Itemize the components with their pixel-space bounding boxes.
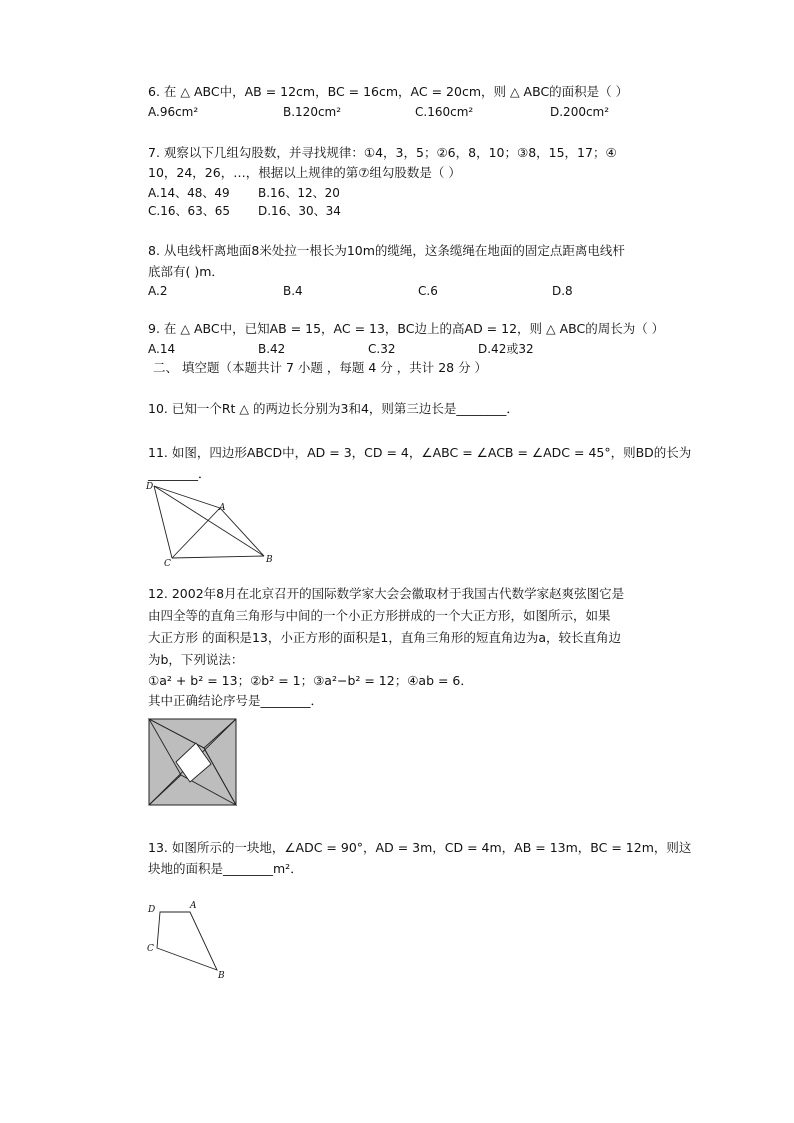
q7-option-a: A.14、48、49 [148, 186, 230, 200]
q11-label-b: B [266, 555, 273, 565]
q8-option-c: C.6 [418, 284, 438, 298]
q8-option-b: B.4 [283, 284, 303, 298]
q12-zhao-shuang-figure [148, 718, 238, 808]
q13-figure [140, 898, 240, 982]
q9-option-d: D.42或32 [478, 342, 534, 356]
q7-line2: 10，24，26，…，根据以上规律的第⑦组勾股数是（ ） [148, 165, 461, 180]
q7-option-b: B.16、12、20 [258, 186, 340, 200]
q13-label-c: C [147, 944, 154, 954]
q12-line4: 为b，下列说法： [148, 652, 244, 667]
q7-option-c: C.16、63、65 [148, 204, 231, 218]
section-2-heading: 二、 填空题（本题共计 7 小题 ，每题 4 分 ，共计 28 分 ） [153, 360, 488, 375]
q6-option-c: C.160cm² [415, 105, 474, 119]
q9-option-b: B.42 [258, 342, 286, 356]
q7-option-d: D.16、30、34 [258, 204, 341, 218]
q11-line2: ________． [148, 466, 211, 481]
q13-line2: 块地的面积是________m²． [148, 861, 303, 876]
q8-line2: 底部有( )m． [148, 264, 224, 279]
q12-line5: ①a² + b² = 13；②b² = 1；③a²−b² = 12；④ab = 6． [148, 673, 473, 688]
q12-line3: 大正方形 的面积是13，小正方形的面积是1，直角三角形的短直角边为a，较长直角边 [148, 630, 621, 645]
q11-label-d: D [146, 482, 154, 492]
q11-figure [140, 476, 280, 568]
q10-stem: 10. 已知一个Rt △ 的两边长分别为3和4，则第三边长是________． [148, 401, 519, 416]
q11-label-c: C [164, 559, 171, 568]
q12-line6: 其中正确结论序号是________． [148, 693, 324, 708]
q13-line1: 13. 如图所示的一块地，∠ADC = 90°，AD = 3m，CD = 4m，AB = 13m，BC = 12m，则这 [148, 840, 692, 855]
q6-option-b: B.120cm² [283, 105, 342, 119]
q8-option-d: D.8 [552, 284, 573, 298]
q13-label-b: B [218, 971, 225, 981]
q9-option-a: A.14 [148, 342, 176, 356]
q11-label-a: A [219, 503, 226, 513]
q6-option-d: D.200cm² [550, 105, 610, 119]
q12-line1: 12. 2002年8月在北京召开的国际数学家大会会徽取材于我国古代数学家赵爽弦图它是 [148, 586, 625, 601]
q6-option-a: A.96cm² [148, 105, 199, 119]
q7-line1: 7. 观察以下几组勾股数，并寻找规律：①4，3，5；②6，8，10；③8，15，17；④ [148, 145, 617, 160]
q8-line1: 8. 从电线杆离地面8米处拉一根长为10m的缆绳，这条缆绳在地面的固定点距离电线杆 [148, 243, 625, 258]
q9-stem: 9. 在 △ ABC中，已知AB = 15，AC = 13，BC边上的高AD = 12，则 △ ABC的周长为（ ） [148, 321, 665, 336]
q13-label-a: A [190, 901, 197, 911]
q13-label-d: D [148, 905, 156, 915]
q12-line2: 由四全等的直角三角形与中间的一个小正方形拼成的一个大正方形，如图所示，如果 [148, 608, 611, 623]
q8-option-a: A.2 [148, 284, 168, 298]
q11-line1: 11. 如图，四边形ABCD中，AD = 3，CD = 4，∠ABC = ∠ACB = ∠ADC = 45°，则BD的长为 [148, 445, 692, 460]
q9-option-c: C.32 [368, 342, 396, 356]
q6-stem: 6. 在 △ ABC中，AB = 12cm，BC = 16cm，AC = 20cm，则 △ ABC的面积是（ ） [148, 84, 629, 99]
